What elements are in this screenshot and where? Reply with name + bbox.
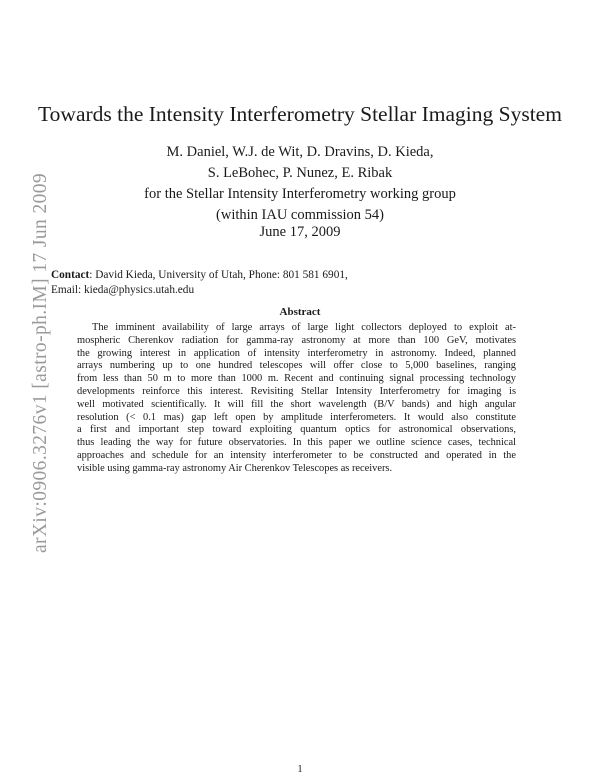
arxiv-identifier-stamp: arXiv:0906.3276v1 [astro-ph.IM] 17 Jun 2009 [30, 172, 51, 553]
contact-block [51, 268, 348, 297]
abstract-line: resolution (< 0.1 mas) gap left open by amplitude interferometers. It would also constitute [77, 411, 516, 423]
contact-text: : David Kieda, University of Utah, Phone: 801 581 6901, [89, 269, 348, 281]
abstract-line: The imminent availability of large arrays of large light collectors deployed to exploit at- [92, 322, 516, 333]
author-line-1: M. Daniel, W.J. de Wit, D. Dravins, D. Kieda, [166, 144, 434, 160]
contact-email-line: Email: kieda@physics.utah.edu [51, 283, 195, 296]
abstract-line: approaches and schedule for an intensity interferometer to be constructed and operated in the [77, 449, 516, 461]
publication-date: June 17, 2009 [259, 224, 341, 240]
contact-line [51, 268, 348, 283]
abstract-line: visible using gamma-ray astronomy Air Cherenkov Telescopes as receivers. [77, 462, 393, 474]
abstract-line: thus leading the way for future observatories. In this paper we outline science cases, technical [77, 437, 516, 449]
author-block [0, 142, 600, 226]
page-number: 1 [297, 764, 303, 775]
abstract-line: from less than 50 m to more than 1000 m. Recent and continuing signal processing technology [77, 373, 516, 385]
abstract-heading: Abstract [279, 306, 321, 318]
abstract-line: the growing interest in application of intensity interferometry in astronomy. Indeed, planned [77, 347, 516, 359]
abstract-line: developments reinforce this interest. Revisiting Stellar Intensity Interferometry for imaging is [77, 385, 516, 397]
paper-title: Towards the Intensity Interferometry Stellar Imaging System [38, 102, 562, 126]
abstract-line: a first and important step toward exploiting quantum optics for astronomical observations, [77, 424, 516, 436]
contact-label: Contact [51, 269, 90, 281]
abstract-line: mospheric Cherenkov radiation for gamma-ray astronomy at more than 100 GeV, motivates [77, 334, 516, 346]
author-line-2: S. LeBohec, P. Nunez, E. Ribak [207, 165, 393, 181]
author-affiliation-line: for the Stellar Intensity Interferometry working group [144, 186, 456, 202]
abstract-line: arrays numbering up to one hundred telescopes will offer close to 5,000 baselines, ranging [77, 360, 516, 372]
author-commission-line: (within IAU commission 54) [216, 207, 384, 223]
abstract-line: well motivated scientifically. It will fill the short wavelength (B/V bands) and high angular [77, 398, 516, 410]
abstract-body [77, 322, 516, 476]
